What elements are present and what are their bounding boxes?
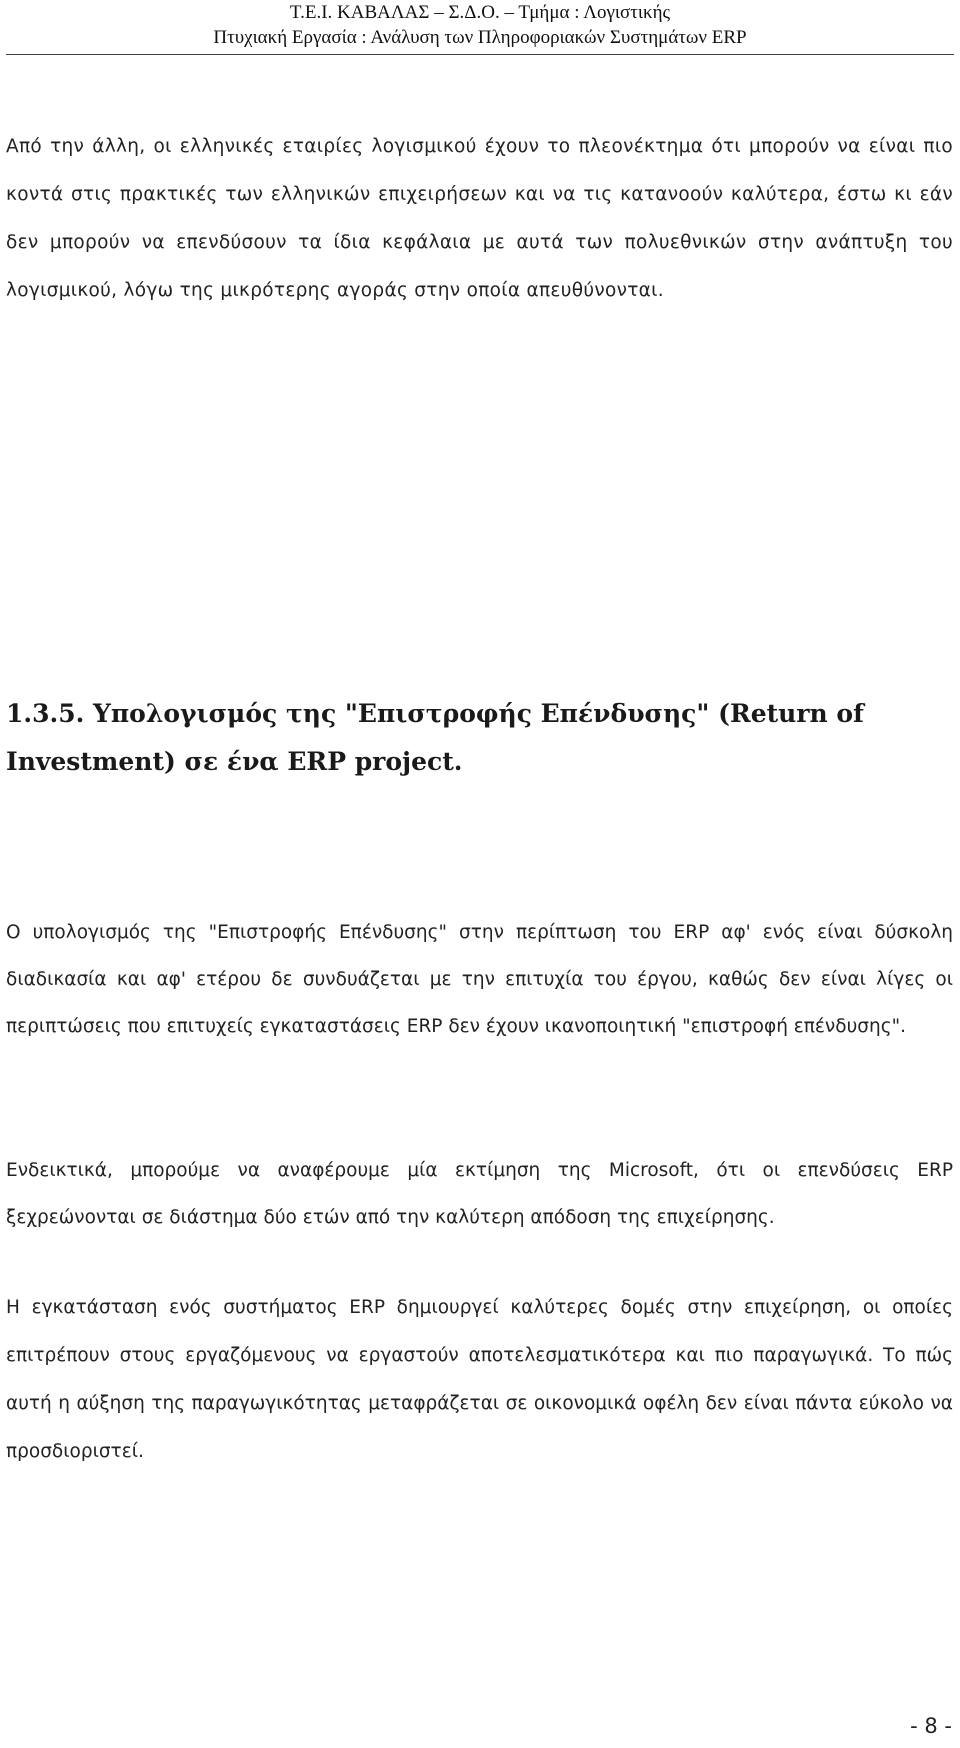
page-header	[0, 0, 960, 50]
paragraph-roi-calculation: Ο υπολογισμός της "Επιστροφής Επένδυσης" στην περίπτωση του ERP αφ' ενός είναι δύσκολη διαδικασία και αφ' ετέρου δε συνδυάζεται με την επιτυχία του έργου, καθώς δεν είναι λίγες οι περιπτώσεις που επιτυχείς εγκαταστάσεις ERP δεν έχουν ικανοποιητική "επιστροφή επένδυσης".	[6, 922, 953, 1037]
header-divider	[6, 54, 954, 55]
header-institution: Τ.Ε.Ι. ΚΑΒΑΛΑΣ – Σ.Δ.Ο. – Τμήμα : Λογιστικής	[289, 2, 671, 23]
paragraph-microsoft-estimate: Ενδεικτικά, μπορούμε να αναφέρουμε μία εκτίμηση της Microsoft, ότι οι επενδύσεις ERP ξεχρεώνονται σε διάστημα δύο ετών από την καλύτερη απόδοση της επιχείρησης.	[6, 1160, 953, 1228]
header-thesis-title: Πτυχιακή Εργασία : Ανάλυση των Πληροφοριακών Συστημάτων ERP	[213, 27, 747, 48]
paragraph-greek-software-companies: Από την άλλη, οι ελληνικές εταιρίες λογισμικού έχουν το πλεονέκτημα ότι μπορούν να είναι πιο κοντά στις πρακτικές των ελληνικών επιχειρήσεων και να τις κατανοούν καλύτερα, έστω κι εάν δεν μπορούν να επενδύσουν τα ίδια κεφάλαια με αυτά των πολυεθνικών στην ανάπτυξη του λογισμικού, λόγω της μικρότερης αγοράς στην οποία απευθύνονται.	[6, 136, 953, 301]
paragraph-erp-productivity: Η εγκατάσταση ενός συστήματος ERP δημιουργεί καλύτερες δομές στην επιχείρηση, οι οποίες επιτρέπουν στους εργαζόμενους να εργαστούν αποτελεσματικότερα και πιο παραγωγικά. Το πώς αυτή η αύξηση της παραγωγικότητας μεταφράζεται σε οικονομικά οφέλη δεν είναι πάντα εύκολο να προσδιοριστεί.	[6, 1297, 953, 1462]
section-heading-roi: 1.3.5. Υπολογισμός της "Επιστροφής Επένδυσης" (Return of Investment) σε ένα ERP project.	[6, 699, 864, 776]
page-number: - 8 -	[910, 1714, 952, 1738]
